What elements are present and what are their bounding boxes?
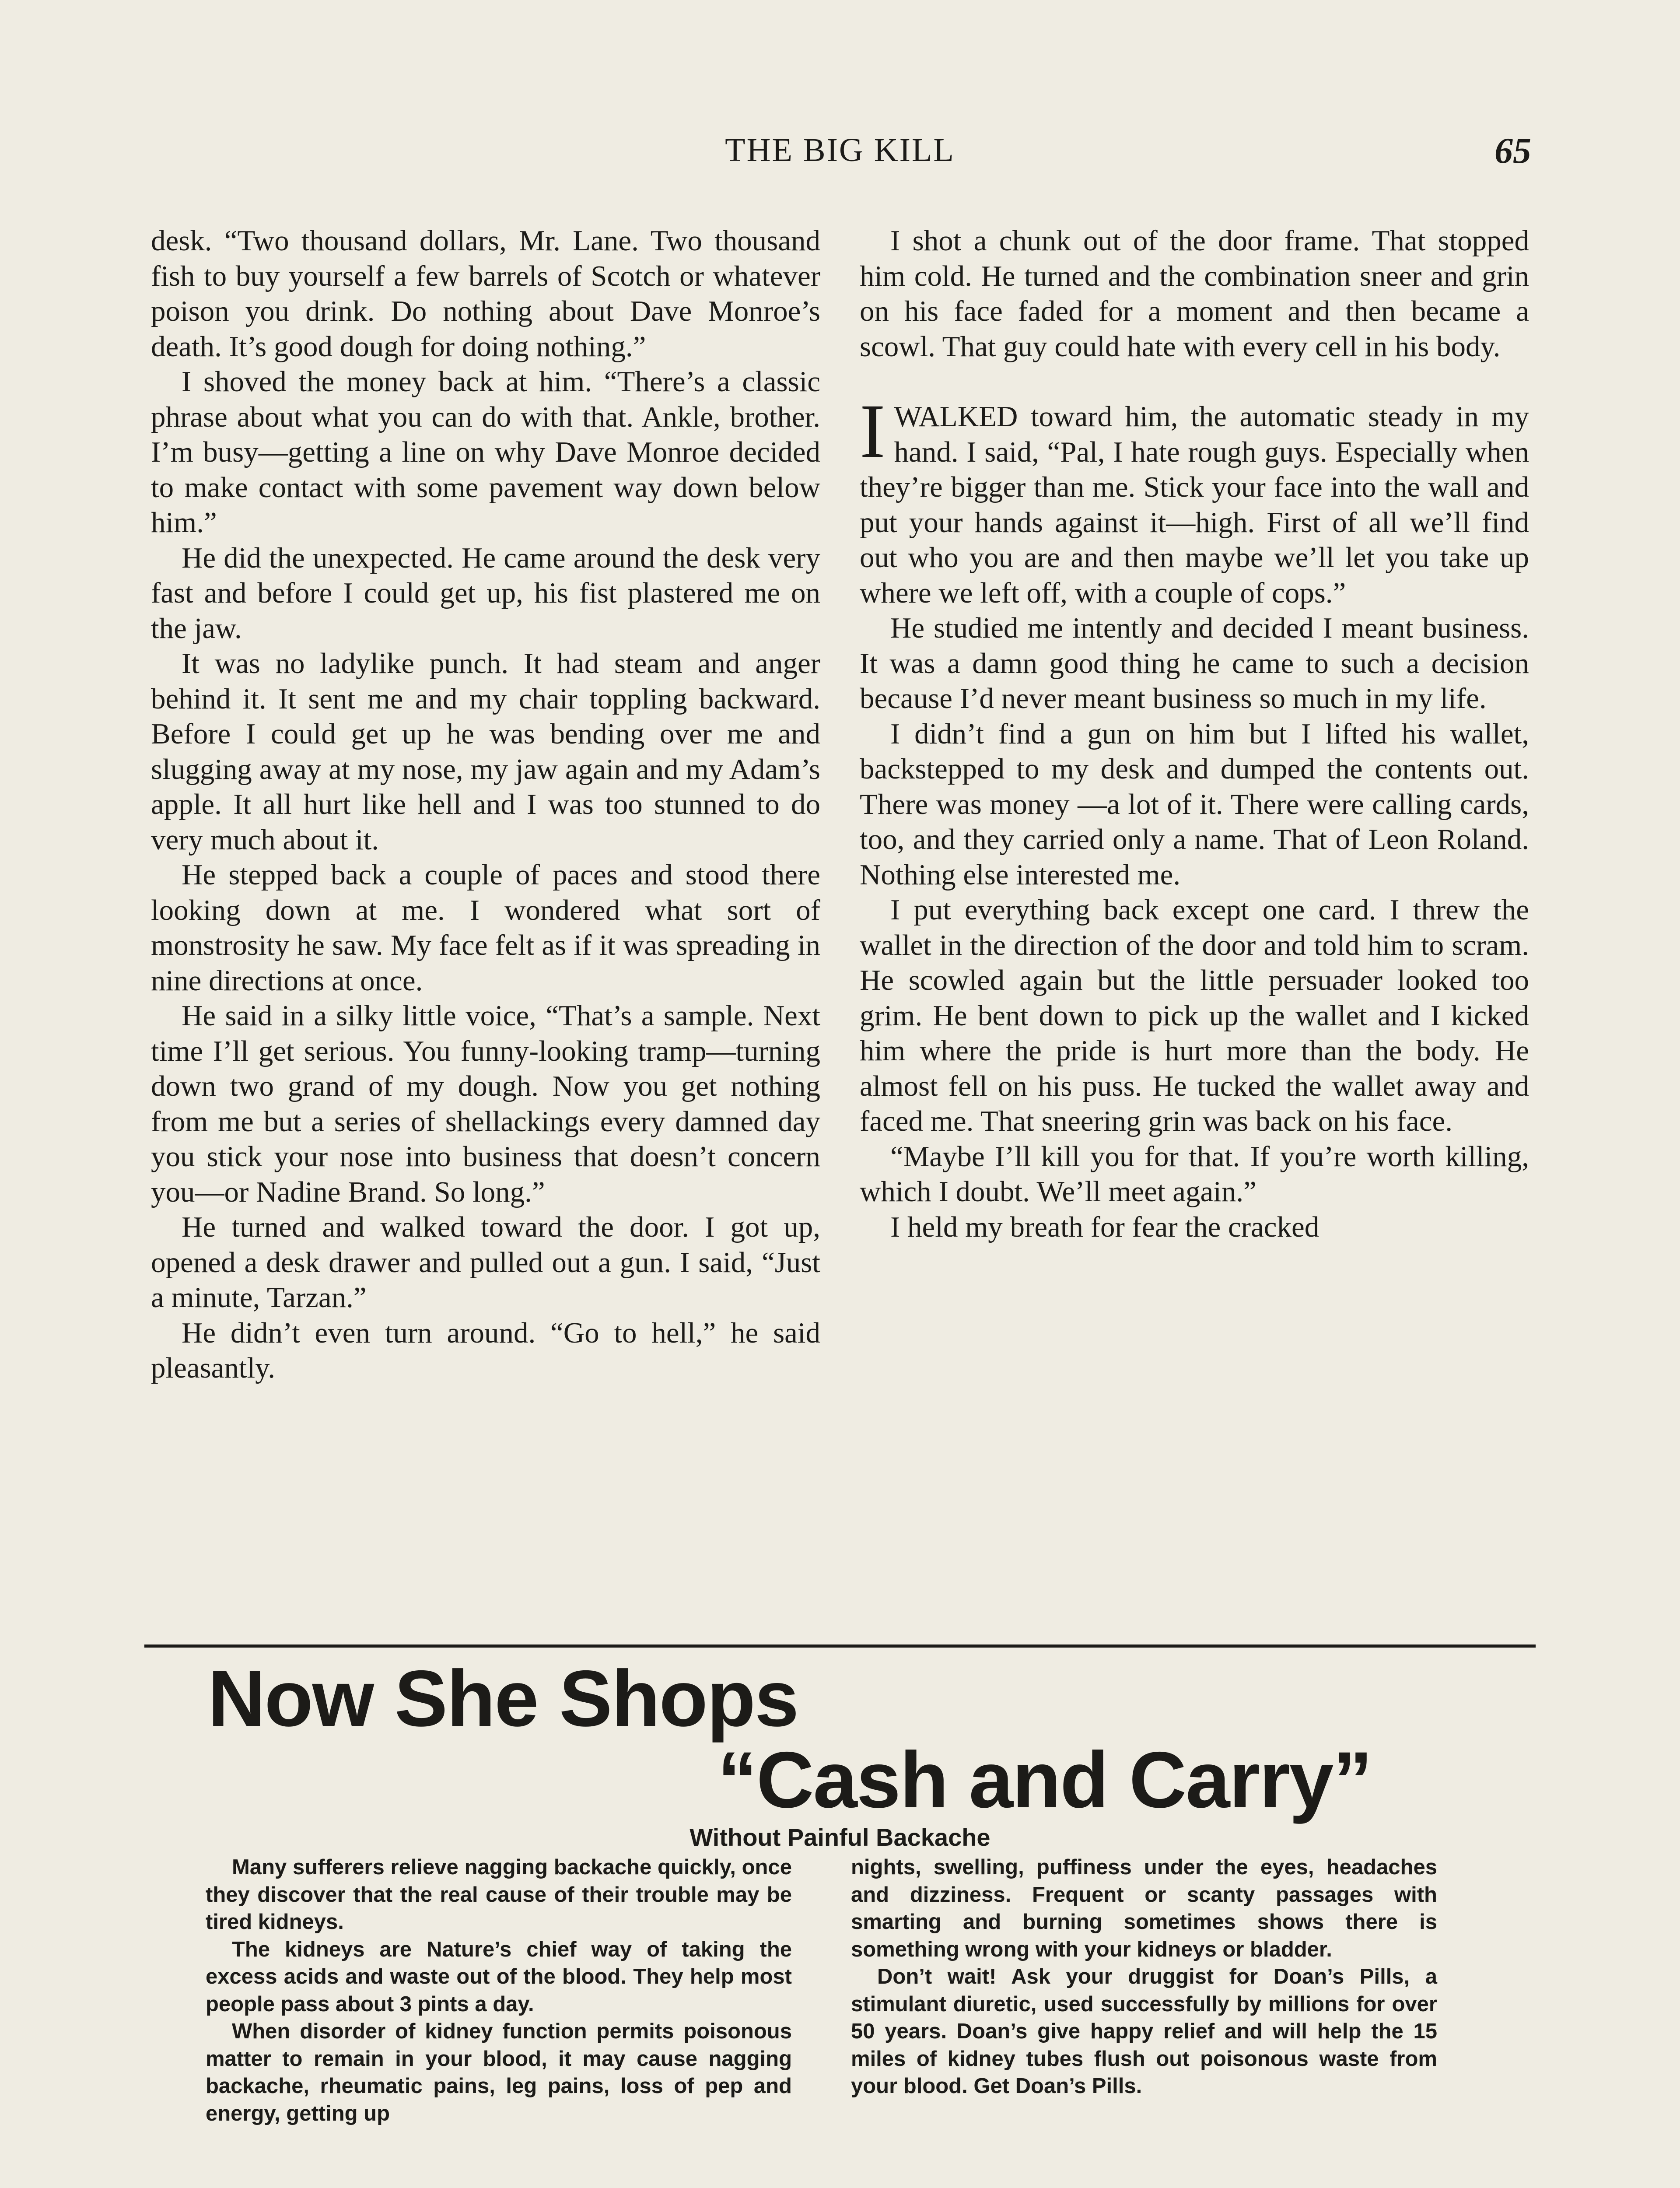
page-number: 65	[1494, 130, 1531, 171]
ad-paragraph: When disorder of kidney function permits poisonous matter to remain in your blood, it may cause nagging backache, rheumatic pains, leg pains, loss of pep and energy, getting up	[206, 2020, 792, 2125]
ad-paragraph: Don’t wait! Ask your druggist for Doan’s Pills, a stimulant diuretic, used successfully by millions for over 50 years. Doan’s give happy relief and will help the 15 miles of kidney tubes flush out poisonous waste from your blood. Get Doan’s Pills.	[851, 1965, 1437, 2098]
ad-column-left	[206, 1854, 792, 2127]
story-paragraph: He didn’t even turn around. “Go to hell,” he said pleasantly.	[151, 1316, 820, 1384]
story-paragraph: He stepped back a couple of paces and stood there looking down at me. I wondered what sort of monstrosity he saw. My face felt as if it was spreading in nine directions at once.	[151, 859, 820, 997]
story-paragraph: He said in a silky little voice, “That’s a sample. Next time I’ll get serious. You funny-looking tramp—turning down two grand of my dough. Now you get nothing from me but a series of shellackings every damned day you stick your nose into business that doesn’t concern you—or Nadine Brand. So long.”	[151, 999, 820, 1208]
story-paragraph: I shoved the money back at him. “There’s a classic phrase about what you can do with that. Ankle, brother. I’m busy—getting a line on why Dave Monroe decided to make contact with some pavement way down below him.”	[151, 365, 820, 539]
ad-headline-line2: “Cash and Carry”	[718, 1735, 1372, 1824]
story-paragraph: He did the unexpected. He came around the desk very fast and before I could get up, his fist plastered me on the jaw.	[151, 541, 820, 645]
running-title: THE BIG KILL	[725, 132, 955, 168]
story-column-left	[151, 223, 820, 1386]
running-head	[144, 131, 1536, 179]
story-paragraph: He studied me intently and decided I meant business. It was a damn good thing he came to such a decision because I’d never meant business so much in my life.	[860, 612, 1529, 715]
ad-subhead: Without Painful Backache	[690, 1823, 990, 1851]
story-paragraph: I put everything back except one card. I threw the wallet in the direction of the door and told him to scram. He scowled again but the little persuader looked too grim. He bent down to pick up the wallet and I kicked him where the pride is hurt more than the body. He almost fell on his puss. He tucked the wallet away and faced me. That sneering grin was back on his face.	[860, 894, 1529, 1137]
story-paragraph: He turned and walked toward the door. I got up, opened a desk drawer and pulled out a gun. I said, “Just a minute, Tarzan.”	[151, 1211, 820, 1314]
ad-top-rule	[144, 1645, 1536, 1648]
story-paragraph-dropcap	[860, 389, 1529, 610]
story-paragraph: I shot a chunk out of the door frame. That stopped him cold. He turned and the combination sneer and grin on his face faded for a moment and then became a scowl. That guy could hate with every cell in his body.	[860, 224, 1529, 363]
dropcap-paragraph-text: WALKED toward him, the automatic steady in my hand. I said, “Pal, I hate rough guys. Especially when they’re bigger than me. Stick your face into the wall and put your hands against it—high. First of all we’ll find out who you are and then maybe we’ll let you take up where we left off, with a couple of cops.”	[860, 400, 1529, 609]
story-paragraph: desk. “Two thousand dollars, Mr. Lane. Two thousand fish to buy yourself a few barrels of Scotch or whatever poison you drink. Do nothing about Dave Monroe’s death. It’s good dough for doing nothing.”	[151, 224, 820, 363]
story-paragraph: I didn’t find a gun on him but I lifted his wallet, backstepped to my desk and dumped the contents out. There was money —a lot of it. There were calling cards, too, and they carried only a name. That of Leon Roland. Nothing else interested me.	[860, 717, 1529, 891]
story-paragraph: “Maybe I’ll kill you for that. If you’re worth killing, which I doubt. We’ll meet again.”	[860, 1140, 1529, 1208]
story-paragraph: I held my breath for fear the cracked	[890, 1210, 1320, 1243]
ad-column-right	[851, 1854, 1437, 2100]
story-paragraph: It was no ladylike punch. It had steam and anger behind it. It sent me and my chair toppling backward. Before I could get up he was bending over me and slugging away at my nose, my jaw again and my Adam’s apple. It all hurt like hell and I was too stunned to do very much about it.	[151, 647, 820, 856]
drop-cap: I	[860, 389, 886, 474]
ad-paragraph: nights, swelling, puffiness under the eyes, headaches and dizziness. Frequent or scanty passages with smarting and burning sometimes shows there is something wrong with your kidneys or bladder.	[851, 1855, 1437, 1961]
ad-paragraph: The kidneys are Nature’s chief way of taking the excess acids and waste out of the blood. They help most people pass about 3 pints a day.	[206, 1937, 792, 2016]
ad-paragraph: Many sufferers relieve nagging backache quickly, once they discover that the real cause of their trouble may be tired kidneys.	[206, 1855, 792, 1934]
ad-headline-line1: Now She Shops	[208, 1654, 798, 1743]
story-column-right	[860, 223, 1529, 1245]
